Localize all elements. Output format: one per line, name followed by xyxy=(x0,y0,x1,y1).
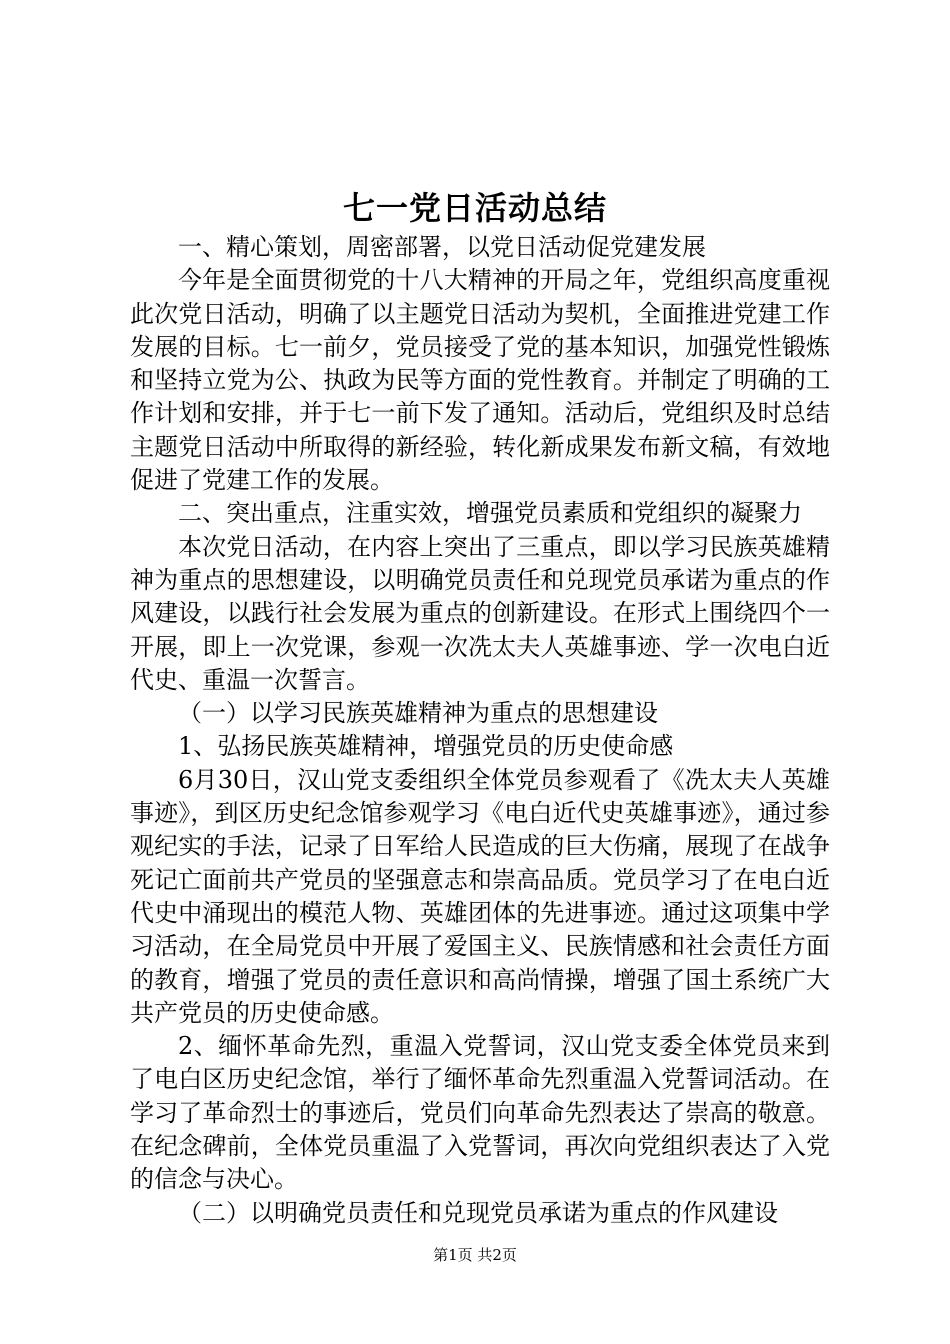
section-heading-1: 一、精心策划，周密部署，以党日活动促党建发展 xyxy=(178,233,706,261)
item-heading-1: 1、弘扬民族英雄精神，增强党员的历史使命感 xyxy=(178,732,674,761)
paragraph-4: 2、缅怀革命先烈，重温入党誓词，汉山党支委全体党员来到了电白区历史纪念馆，举行了缅怀革命先烈重温入党誓词活动。在学习了革命烈士的事迹后，党员们向革命先烈表达了崇高的敬意。在纪念碑前，全体党员重温了入党誓词，再次向党组织表达了入党的信念与决心。 xyxy=(130,1032,830,1194)
subsection-heading-1: （一）以学习民族英雄精神为重点的思想建设 xyxy=(178,699,658,728)
paragraph-1: 今年是全面贯彻党的十八大精神的开局之年，党组织高度重视此次党日活动，明确了以主题党日活动为契机，全面推进党建工作发展的目标。七一前夕，党员接受了党的基本知识，加强党性锻炼和坚持立党为公、执政为民等方面的党性教育。并制定了明确的工作计划和安排，并于七一前下发了通知。活动后，党组织及时总结主题党日活动中所取得的新经验，转化新成果发布新文稿，有效地促进了党建工作的发展。 xyxy=(130,266,830,495)
paragraph-3: 6月30日，汉山党支委组织全体党员参观看了《冼太夫人英雄事迹》，到区历史纪念馆参观学习《电白近代史英雄事迹》，通过参观纪实的手法，记录了日军给人民造成的巨大伤痛，展现了在战争死记亡面前共产党员的坚强意志和崇高品质。党员学习了在电白近代史中涌现出的模范人物、英雄团体的先进事迹。通过这项集中学习活动，在全局党员中开展了爱国主义、民族情感和社会责任方面的教育，增强了党员的责任意识和高尚情操，增强了国土系统广大共产党员的历史使命感。 xyxy=(130,765,830,1027)
paragraph-2: 本次党日活动，在内容上突出了三重点，即以学习民族英雄精神为重点的思想建设，以明确党员责任和兑现党员承诺为重点的作风建设，以践行社会发展为重点的创新建设。在形式上围绕四个一开展，即上一次党课，参观一次冼太夫人英雄事迹、学一次电白近代史、重温一次誓言。 xyxy=(130,532,830,694)
section-heading-2: 二、突出重点，注重实效，增强党员素质和党组织的凝聚力 xyxy=(178,499,802,528)
document-title: 七一党日活动总结 xyxy=(342,189,607,227)
page-footer: 第1页 共2页 xyxy=(433,1246,517,1264)
document-body xyxy=(130,231,830,1230)
subsection-heading-2: （二）以明确党员责任和兑现党员承诺为重点的作风建设 xyxy=(178,1198,778,1227)
